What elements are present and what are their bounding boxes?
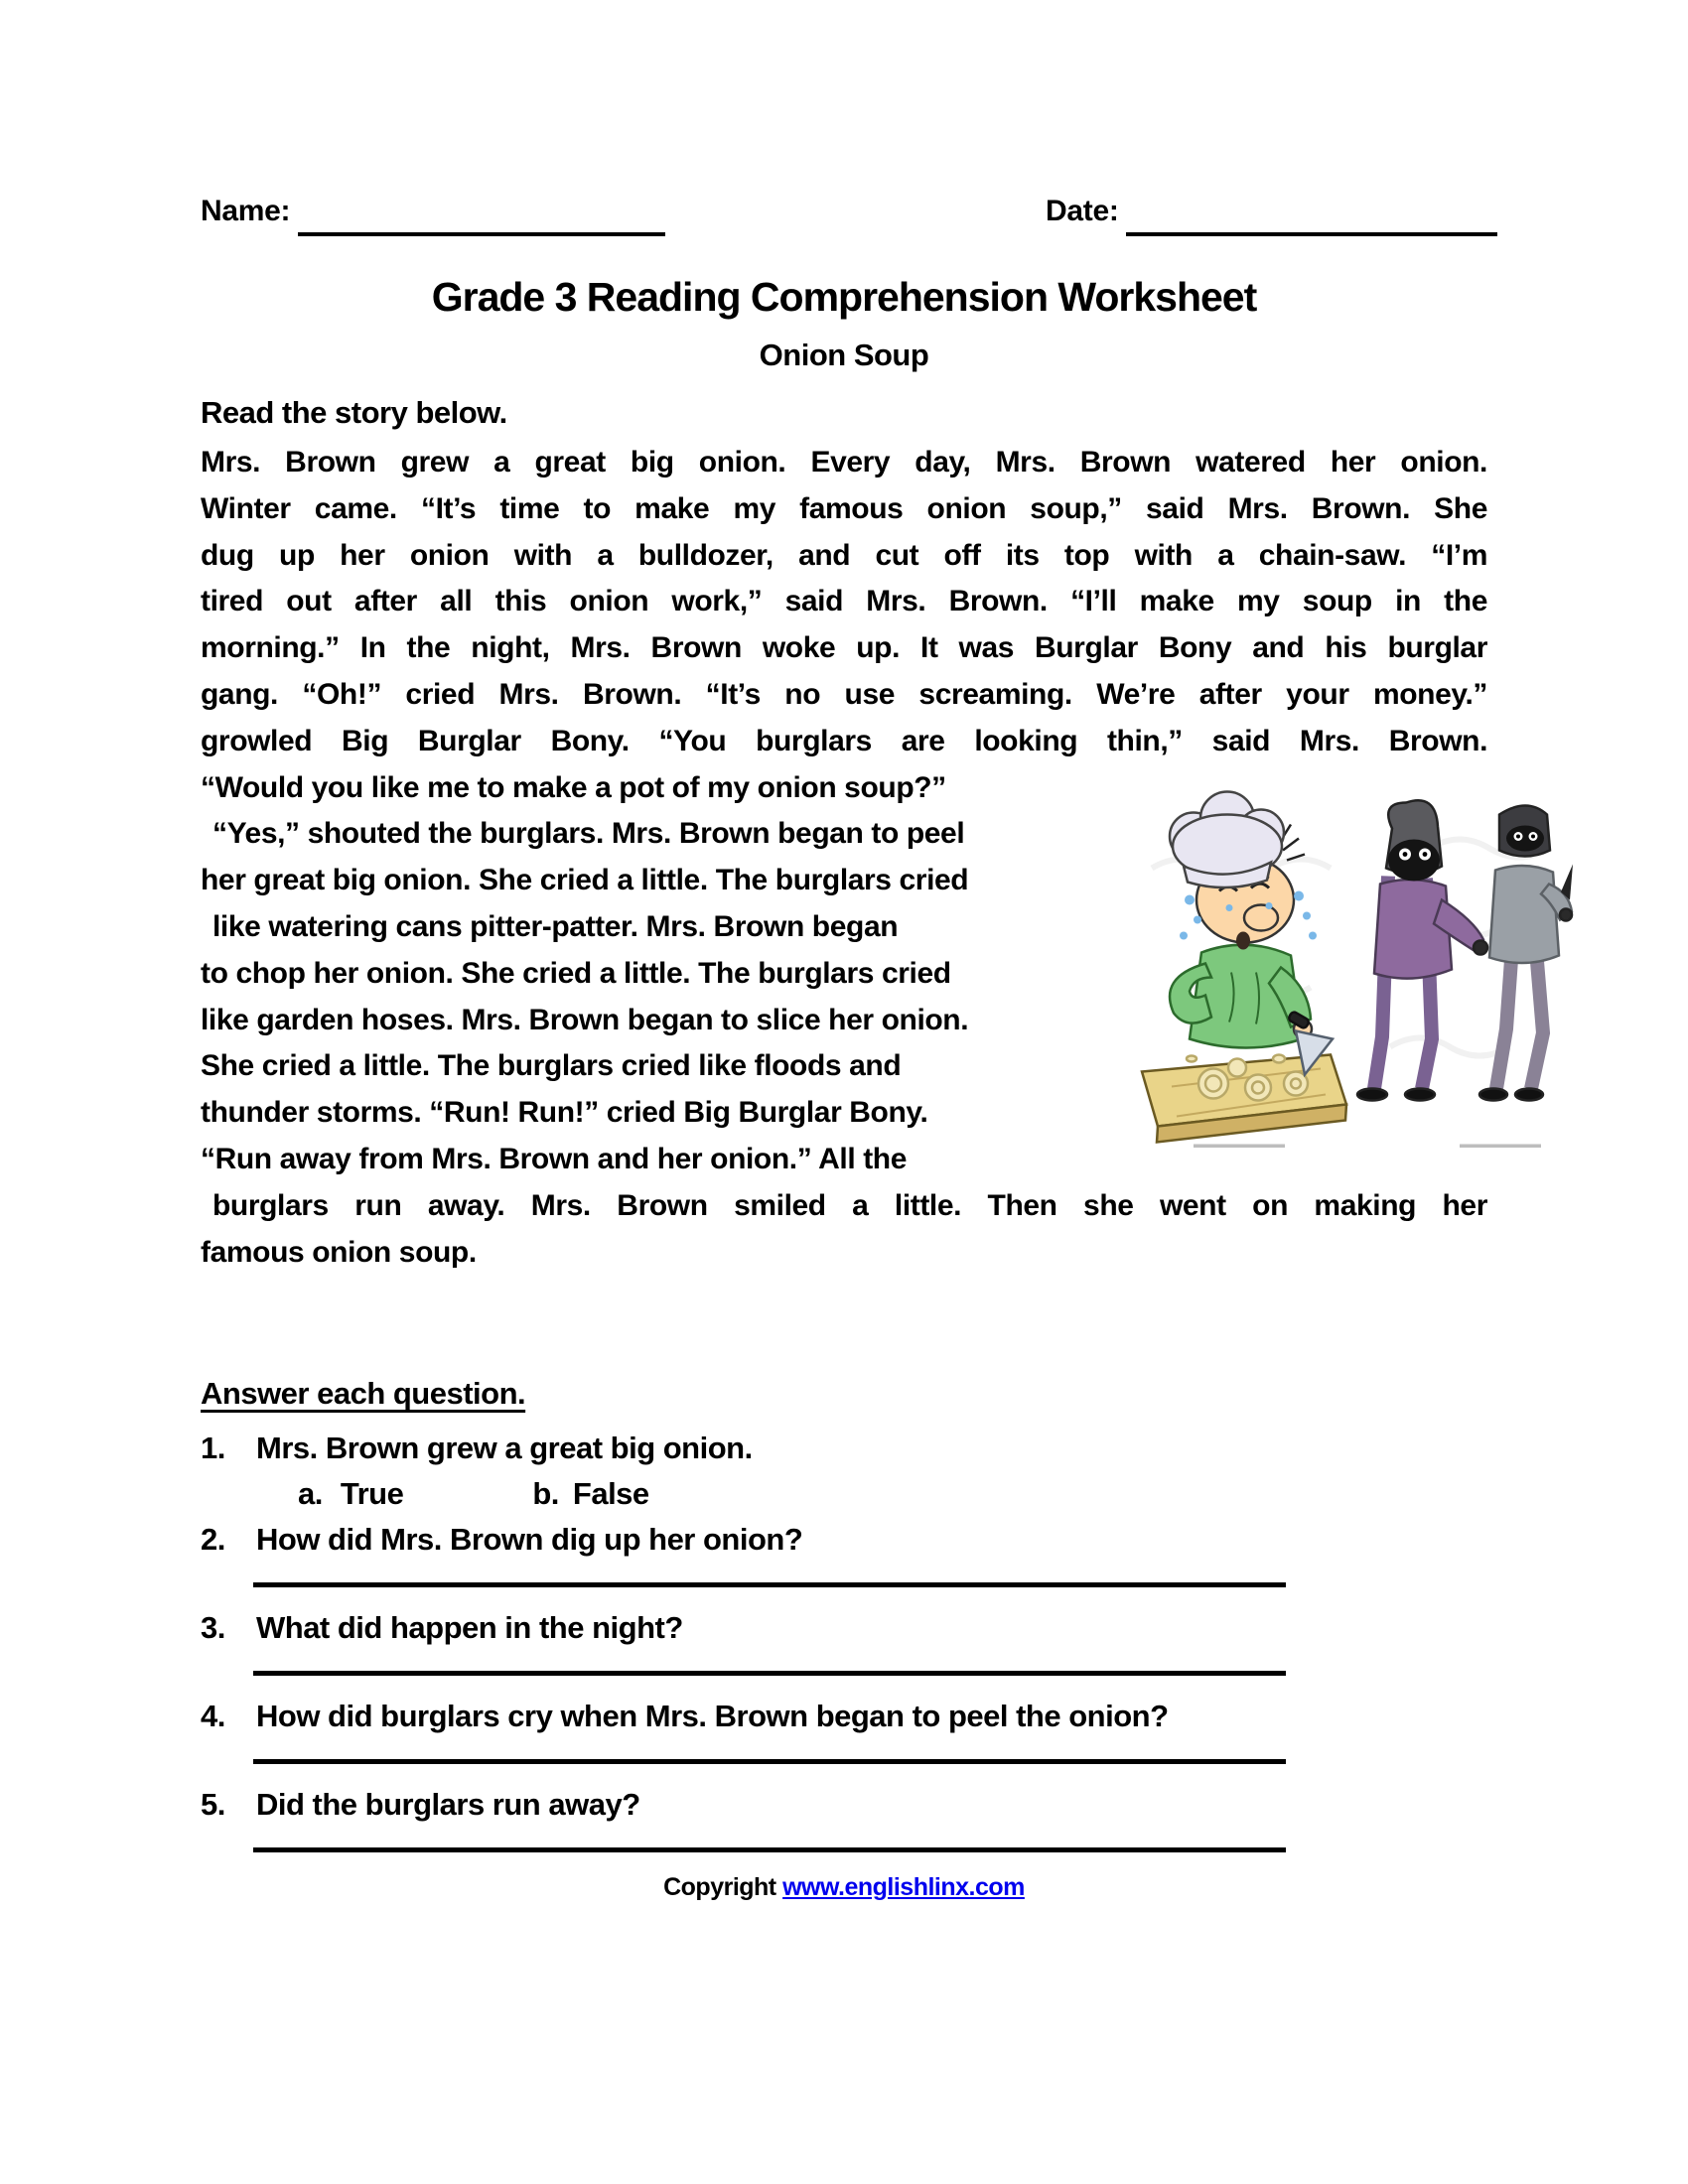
story-line: thunder storms. “Run! Run!” cried Big Burglar Bony. <box>201 1096 928 1130</box>
onion-soup-illustration-svg <box>1132 787 1576 1153</box>
story-line: morning.” In the night, Mrs. Brown woke up. It was Burglar Bony and his burglar <box>201 631 1487 665</box>
story-line: burglars run away. Mrs. Brown smiled a little. Then she went on making her <box>212 1188 1487 1222</box>
question-text: Did the burglars run away? <box>256 1787 640 1822</box>
question-text: Mrs. Brown grew a great big onion. <box>256 1431 753 1465</box>
page-title: Grade 3 Reading Comprehension Worksheet <box>431 274 1257 320</box>
questions-list <box>201 1426 1487 1852</box>
question-text: What did happen in the night? <box>256 1610 683 1645</box>
question-text: How did burglars cry when Mrs. Brown began to peel the onion? <box>256 1699 1169 1733</box>
read-instruction: Read the story below. <box>201 395 507 430</box>
copyright-line <box>201 1870 1487 1904</box>
story-line: famous onion soup. <box>201 1235 477 1269</box>
copyright-link[interactable]: www.englishlinx.com <box>782 1873 1025 1901</box>
story-line: growled Big Burglar Bony. “You burglars are looking thin,” said Mrs. Brown. <box>201 724 1487 757</box>
story-illustration <box>1132 787 1576 1153</box>
question-row-3 <box>201 1605 1487 1651</box>
question-number: 1. <box>201 1431 225 1465</box>
story-line: her great big onion. She cried a little. The burglars cried <box>201 864 969 897</box>
date-blank-line <box>1126 199 1497 236</box>
choice-row <box>201 1471 1487 1517</box>
question-row-1 <box>201 1426 1487 1471</box>
questions-heading: Answer each question. <box>201 1376 526 1411</box>
caption-mark-right <box>1460 1145 1541 1149</box>
story-line: tired out after all this onion work,” said Mrs. Brown. “I’ll make my soup in the <box>201 585 1487 618</box>
page-subtitle: Onion Soup <box>759 338 929 372</box>
choice-text-true: True <box>340 1476 404 1511</box>
question-row-5 <box>201 1782 1487 1828</box>
name-blank-line <box>298 199 665 236</box>
copyright-label: Copyright <box>663 1873 776 1901</box>
answer-blank-line <box>253 1759 1286 1764</box>
choice-label-a: a. <box>298 1476 323 1511</box>
question-row-2 <box>201 1517 1487 1563</box>
question-number: 2. <box>201 1522 225 1557</box>
answer-blank-line <box>253 1582 1286 1587</box>
chef-figure <box>1142 792 1346 1143</box>
story-line: Winter came. “It’s time to make my famous onion soup,” said Mrs. Brown. She <box>201 491 1487 525</box>
story-line: Mrs. Brown grew a great big onion. Every day, Mrs. Brown watered her onion. <box>201 446 1487 478</box>
story-line: gang. “Oh!” cried Mrs. Brown. “It’s no use screaming. We’re after your money.” <box>201 677 1487 711</box>
date-label: Date: <box>1046 195 1119 227</box>
caption-mark-left <box>1194 1145 1285 1149</box>
name-label: Name: <box>201 195 291 227</box>
questions-section <box>201 1374 1487 1904</box>
answer-blank-line <box>253 1847 1286 1852</box>
story-line: dug up her onion with a bulldozer, and cut off its top with a chain-saw. “I’m <box>201 538 1487 572</box>
question-number: 3. <box>201 1610 225 1645</box>
question-row-4 <box>201 1694 1487 1739</box>
story-line: “Yes,” shouted the burglars. Mrs. Brown began to peel <box>212 817 965 851</box>
choice-text-false: False <box>572 1476 649 1511</box>
story-line: “Run away from Mrs. Brown and her onion.” All the <box>201 1142 908 1175</box>
story-line: like watering cans pitter-patter. Mrs. Brown began <box>212 909 899 943</box>
story-line: like garden hoses. Mrs. Brown began to slice her onion. <box>201 1003 969 1036</box>
story-line: to chop her onion. She cried a little. The burglars cried <box>201 956 951 990</box>
story-line: “Would you like me to make a pot of my onion soup?” <box>201 770 946 804</box>
story-line: She cried a little. The burglars cried like floods and <box>201 1049 902 1083</box>
question-text: How did Mrs. Brown dig up her onion? <box>256 1522 803 1557</box>
answer-blank-line <box>253 1671 1286 1676</box>
choice-label-b: b. <box>532 1476 559 1511</box>
question-number: 5. <box>201 1787 225 1822</box>
question-number: 4. <box>201 1699 225 1733</box>
